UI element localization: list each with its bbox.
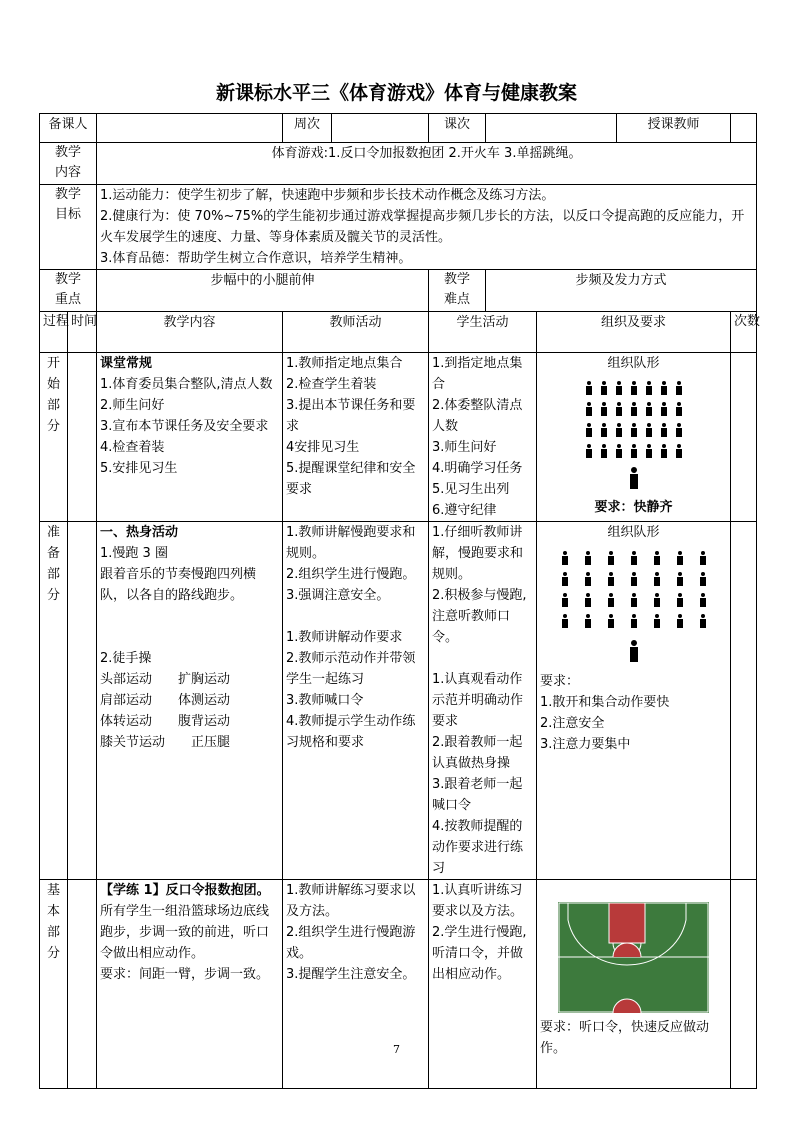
student-icon [660, 423, 668, 437]
goal-item: 1.运动能力：使学生初步了解，快速跑中步频和步长技术动作概念及练习方法。 [100, 188, 555, 203]
list-item: 3.宣布本节课任务及安全要求 [100, 419, 269, 434]
student-icon [699, 593, 707, 607]
student-icon [607, 551, 615, 565]
header-row [40, 114, 757, 143]
student-icon [645, 423, 653, 437]
prepare-content [97, 522, 283, 880]
list-item: 1.散开和集合动作要快 [540, 695, 670, 710]
list-item: 4.按教师提醒的动作要求进行练习 [432, 819, 524, 876]
section-label-start: 开 始 部 分 [40, 353, 68, 522]
section-label-prepare: 准 备 部 分 [40, 522, 68, 880]
list-item: 3.教师喊口令 [286, 693, 364, 708]
prepare-content-title: 一、热身活动 [100, 525, 179, 540]
teacher-value [731, 114, 757, 143]
list-item: 2.师生问好 [100, 398, 165, 413]
key-point-text: 步幅中的小腿前伸 [97, 270, 429, 312]
basic-content [97, 880, 283, 1089]
list-item: 2.徒手操 [100, 651, 152, 666]
student-icon [675, 381, 683, 395]
formation-row [540, 610, 727, 631]
formation-title: 组织队形 [607, 525, 660, 540]
start-content-title: 课堂常规 [100, 356, 153, 371]
student-icon [630, 593, 638, 607]
time-cell [68, 880, 97, 1089]
student-icon [584, 614, 592, 628]
list-item: 6.遵守纪律 [432, 503, 497, 518]
list-item: 2.组织学生进行慢跑。 [286, 567, 416, 582]
formation-row [540, 589, 727, 610]
section-basic-row [40, 880, 757, 1089]
start-content [97, 353, 283, 522]
student-icon [645, 381, 653, 395]
student-icon [630, 423, 638, 437]
list-item: 3.提出本节课任务和要求 [286, 398, 416, 434]
student-icon [600, 381, 608, 395]
student-icon [630, 551, 638, 565]
list-item: 体转运动 腹背运动 [100, 714, 231, 729]
student-icon [600, 444, 608, 458]
teacher-label: 授课教师 [617, 114, 731, 143]
list-item: 1.仔细听教师讲解，慢跑要求和规则。 [432, 525, 524, 582]
student-icon [615, 381, 623, 395]
list-item: 头部运动 扩胸运动 [100, 672, 231, 687]
list-item: 1.体育委员集合整队,清点人数 [100, 377, 273, 392]
col-org: 组织及要求 [537, 312, 731, 353]
content-text: 体育游戏:1.反口令加报数抱团 2.开火车 3.单摇跳绳。 [97, 143, 757, 185]
list-item: 1.认真观看动作示范并明确动作要求 [432, 672, 524, 729]
student-icon [630, 614, 638, 628]
student-icon [607, 593, 615, 607]
student-icon [660, 381, 668, 395]
list-item: 2.检查学生着装 [286, 377, 377, 392]
teacher-icon [628, 467, 640, 489]
list-item: 1.到指定地点集合 [432, 356, 523, 392]
student-icon [561, 593, 569, 607]
student-icon [600, 402, 608, 416]
student-icon [585, 423, 593, 437]
student-icon [645, 444, 653, 458]
prep-value [97, 114, 283, 143]
column-header-row [40, 312, 757, 353]
list-item: 1.慢跑 3 圈 [100, 546, 168, 561]
student-icon [561, 572, 569, 586]
list-item: 2.学生进行慢跑,听清口令，并做出相应动作。 [432, 925, 527, 982]
student-icon [699, 614, 707, 628]
list-item: 4.教师提示学生动作练习规格和要求 [286, 714, 416, 750]
student-icon [676, 593, 684, 607]
week-label: 周次 [283, 114, 332, 143]
col-teacher: 教师活动 [283, 312, 429, 353]
formation-row [540, 568, 727, 589]
student-icon [676, 572, 684, 586]
formation-row [540, 398, 727, 419]
focus-row [40, 270, 757, 312]
list-item: 所有学生一组沿篮球场边底线跑步，步调一致的前进，听口令做出相应动作。 [100, 904, 270, 961]
col-content: 教学内容 [97, 312, 283, 353]
student-icon [675, 402, 683, 416]
count-cell [731, 353, 757, 522]
student-icon [630, 381, 638, 395]
col-student: 学生活动 [429, 312, 537, 353]
student-icon [653, 614, 661, 628]
count-cell [731, 522, 757, 880]
key-point-label: 教学 重点 [40, 270, 97, 312]
basic-content-title: 【学练 1】反口令报数抱团。 [100, 883, 270, 898]
basketball-court-diagram [558, 902, 709, 1013]
count-cell [731, 880, 757, 1089]
student-icon [561, 551, 569, 565]
formation-diagram [540, 547, 727, 671]
list-item: 3.提醒学生注意安全。 [286, 967, 416, 982]
student-icon [630, 572, 638, 586]
student-icon [600, 423, 608, 437]
student-icon [615, 423, 623, 437]
list-item: 3.跟着老师一起喊口令 [432, 777, 523, 813]
student-icon [630, 444, 638, 458]
col-time: 时间 [68, 312, 97, 353]
prep-label: 备课人 [40, 114, 97, 143]
lesson-plan-table [39, 113, 761, 1089]
list-item: 肩部运动 体测运动 [100, 693, 231, 708]
goal-item: 3.体育品德：帮助学生树立合作意识，培养学生精神。 [100, 251, 412, 266]
student-icon [615, 444, 623, 458]
student-icon [584, 572, 592, 586]
list-item: 2.体委整队清点人数 [432, 398, 523, 434]
teacher-icon [628, 640, 640, 662]
student-icon [585, 444, 593, 458]
student-icon [615, 402, 623, 416]
start-org [537, 353, 731, 522]
list-item: 4安排见习生 [286, 440, 360, 455]
section-label-basic: 基 本 部 分 [40, 880, 68, 1089]
list-item: 4.检查着装 [100, 440, 165, 455]
student-icon [653, 593, 661, 607]
basic-org [537, 880, 731, 1089]
student-icon [561, 614, 569, 628]
basic-teacher [283, 880, 429, 1089]
goals-text [97, 185, 757, 270]
list-item: 4.明确学习任务 [432, 461, 523, 476]
student-icon [630, 402, 638, 416]
col-count: 次数 [731, 312, 757, 353]
student-icon [645, 402, 653, 416]
list-item: 3.师生问好 [432, 440, 497, 455]
list-item: 1.教师讲解慢跑要求和规则。 [286, 525, 416, 561]
section-start-row [40, 353, 757, 522]
list-item: 1.教师讲解练习要求以及方法。 [286, 883, 416, 919]
list-item: 跟着音乐的节奏慢跑四列横队，以各自的路线跑步。 [100, 567, 257, 603]
student-icon [585, 402, 593, 416]
list-item: 3.强调注意安全。 [286, 588, 390, 603]
student-icon [660, 444, 668, 458]
student-icon [607, 614, 615, 628]
goal-item: 2.健康行为：使 70%~75%的学生能初步通过游戏掌握提高步频几步长的方法，以反口令提高跑的反应能力，开火车发展学生的速度、力量、等身体素质及髋关节的灵活性。 [100, 209, 745, 245]
goals-row [40, 185, 757, 270]
formation-row [540, 547, 727, 568]
lesson-value [486, 114, 617, 143]
time-cell [68, 522, 97, 880]
content-row [40, 143, 757, 185]
formation-title: 组织队形 [607, 356, 660, 371]
student-icon [607, 572, 615, 586]
prepare-org [537, 522, 731, 880]
prepare-req-label: 要求： [540, 674, 580, 689]
list-item: 5.见习生出列 [432, 482, 510, 497]
list-item: 2.组织学生进行慢跑游戏。 [286, 925, 416, 961]
list-item: 2.注意安全 [540, 716, 605, 731]
basic-requirement: 要求：听口令，快速反应做动作。 [540, 1020, 710, 1056]
lesson-label: 课次 [429, 114, 486, 143]
student-icon [676, 551, 684, 565]
list-item: 5.安排见习生 [100, 461, 178, 476]
difficulty-label: 教学 难点 [429, 270, 486, 312]
list-item: 1.认真听讲练习要求以及方法。 [432, 883, 524, 919]
student-icon [675, 444, 683, 458]
col-process: 过程 [40, 312, 68, 353]
student-icon [653, 572, 661, 586]
list-item: 5.提醒课堂纪律和安全要求 [286, 461, 416, 497]
student-icon [584, 551, 592, 565]
content-label: 教学 内容 [40, 143, 97, 185]
list-item: 膝关节运动 正压腿 [100, 735, 231, 750]
student-icon [675, 423, 683, 437]
list-item: 1.教师指定地点集合 [286, 356, 403, 371]
list-item: 2.教师示范动作并带领学生一起练习 [286, 651, 416, 687]
difficulty-text: 步频及发力方式 [486, 270, 757, 312]
basic-student [429, 880, 537, 1089]
start-requirement: 要求：快静齐 [594, 500, 673, 515]
student-icon [676, 614, 684, 628]
page-title: 新课标水平三《体育游戏》体育与健康教案 [215, 82, 577, 104]
list-item: 1.教师讲解动作要求 [286, 630, 403, 645]
key-area-top [609, 903, 645, 943]
start-teacher [283, 353, 429, 522]
list-item: 3.注意力要集中 [540, 737, 631, 752]
page-number: 7 [393, 1043, 400, 1056]
time-cell [68, 353, 97, 522]
start-student [429, 353, 537, 522]
goals-label: 教学 目标 [40, 185, 97, 270]
student-icon [584, 593, 592, 607]
section-prepare-row [40, 522, 757, 880]
prepare-student [429, 522, 537, 880]
list-item: 要求：间距一臂，步调一致。 [100, 967, 270, 982]
formation-diagram [540, 377, 727, 495]
student-icon [653, 551, 661, 565]
student-icon [699, 551, 707, 565]
prepare-teacher [283, 522, 429, 880]
student-icon [699, 572, 707, 586]
week-value [332, 114, 429, 143]
formation-row [540, 377, 727, 398]
student-icon [660, 402, 668, 416]
formation-row [540, 419, 727, 440]
list-item: 2.跟着教师一起认真做热身操 [432, 735, 523, 771]
list-item: 2.积极参与慢跑,注意听教师口令。 [432, 588, 527, 645]
student-icon [585, 381, 593, 395]
formation-row [540, 440, 727, 461]
